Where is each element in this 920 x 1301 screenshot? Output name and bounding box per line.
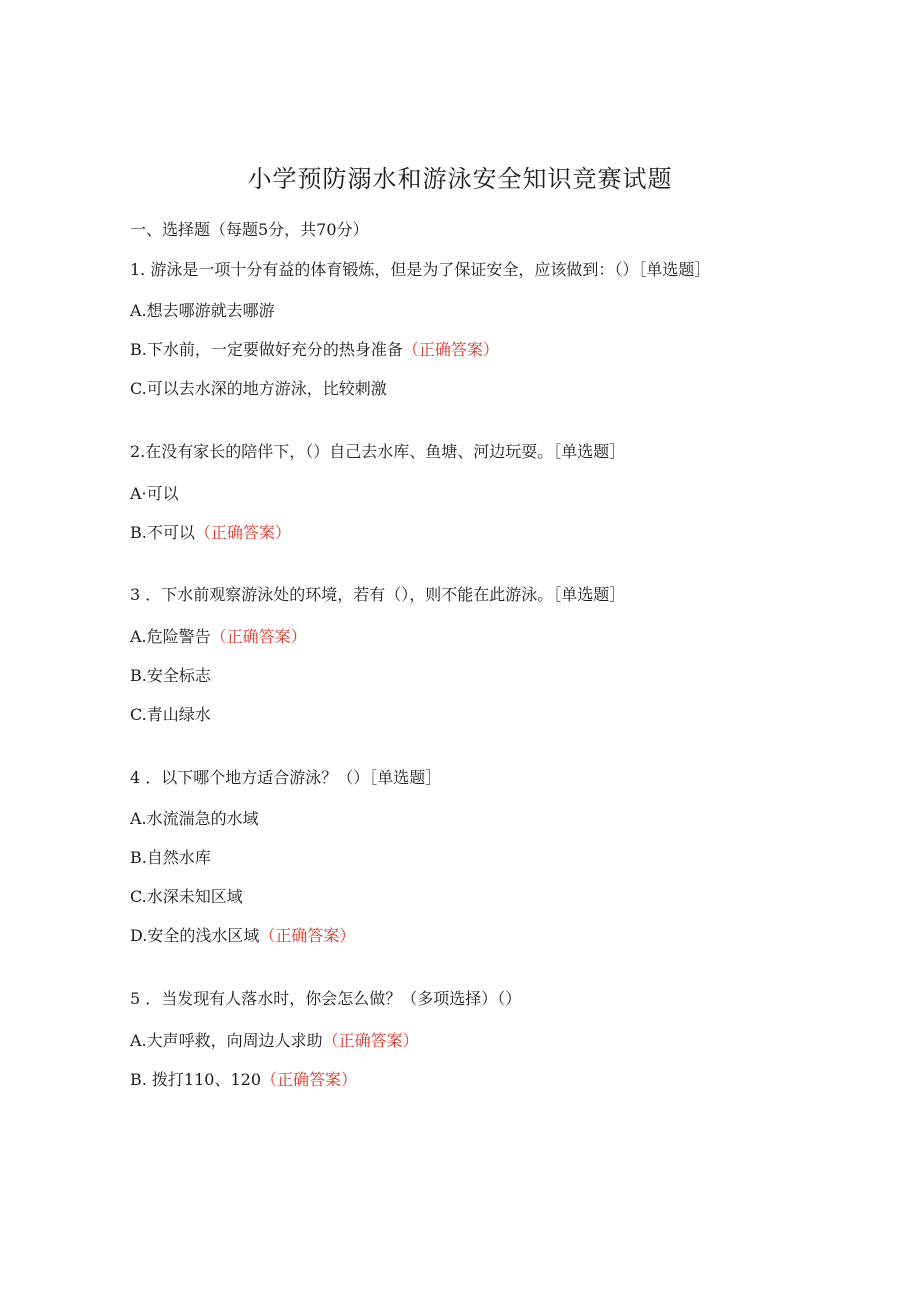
question-3-text: 3 ．下水前观察游泳处的环境，若有（），则不能在此游泳。［单选题］ (130, 585, 626, 604)
question-3-option-c (130, 704, 211, 726)
option-label: A.想去哪游就去哪游 (130, 301, 275, 320)
correct-answer-marker: （正确答案） (210, 627, 307, 646)
option-label: D.安全的浅水区域 (130, 926, 260, 945)
question-4-option-b (130, 847, 211, 869)
question-4-option-c (130, 886, 243, 908)
section-heading: 一、选择题（每题5分，共70分） (130, 220, 369, 239)
correct-answer-marker: （正确答案） (261, 1070, 358, 1089)
question-1-option-c (130, 378, 387, 400)
correct-answer-marker: （正确答案） (259, 926, 356, 945)
option-label: B.下水前，一定要做好充分的热身准备 (130, 340, 403, 359)
correct-answer-marker: （正确答案） (194, 523, 291, 542)
document-title: 小学预防溺水和游泳安全知识竞赛试题 (247, 165, 673, 193)
correct-answer-marker: （正确答案） (402, 340, 499, 359)
question-2-option-b (130, 522, 291, 544)
option-label: C.水深未知区域 (130, 887, 243, 906)
option-label: A.大声呼救，向周边人求助 (130, 1031, 323, 1050)
option-label: A.水流湍急的水域 (130, 809, 259, 828)
option-label: B. 拨打110、120 (130, 1070, 262, 1089)
option-label: A·可以 (130, 484, 179, 503)
question-3-option-b (130, 665, 211, 687)
option-label: B.安全标志 (130, 666, 211, 685)
question-3-option-a (130, 626, 307, 648)
option-label: B.自然水库 (130, 848, 211, 867)
correct-answer-marker: （正确答案） (322, 1031, 419, 1050)
option-label: B.不可以 (130, 523, 195, 542)
question-1-option-a (130, 300, 275, 322)
question-2-text: 2.在没有家长的陪伴下，（）自己去水库、鱼塘、河边玩耍。［单选题］ (130, 442, 626, 461)
question-4-option-a (130, 808, 259, 830)
question-1-text: 1. 游泳是一项十分有益的体育锻炼，但是为了保证安全，应该做到：（）［单选题］ (130, 260, 711, 279)
question-1-option-b (130, 339, 499, 361)
option-label: C.青山绿水 (130, 705, 211, 724)
question-5-text: 5 ．当发现有人落水时，你会怎么做？（多项选择）（） (130, 989, 522, 1008)
question-2-option-a (130, 483, 179, 505)
question-5-option-a (130, 1030, 419, 1052)
option-label: C.可以去水深的地方游泳，比较刺激 (130, 379, 387, 398)
question-5-option-b (130, 1069, 357, 1091)
question-4-text: 4 ．以下哪个地方适合游泳？（）［单选题］ (130, 768, 442, 787)
option-label: A.危险警告 (130, 627, 211, 646)
question-4-option-d (130, 925, 355, 947)
